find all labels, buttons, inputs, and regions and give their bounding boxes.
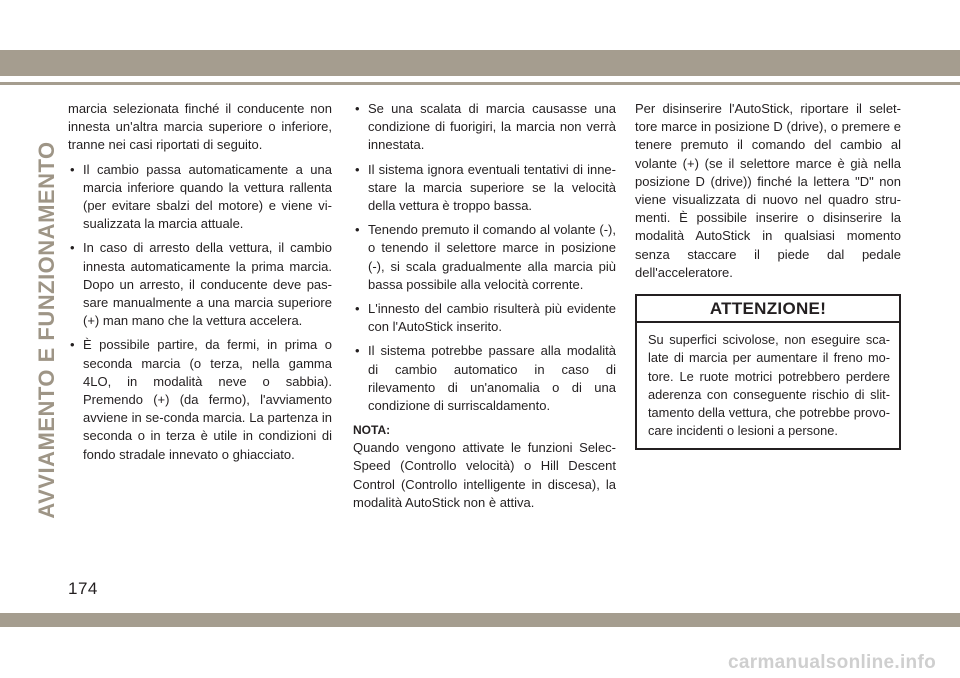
bullet-list-2 bbox=[353, 100, 616, 415]
column-1 bbox=[68, 100, 332, 470]
list-item: • Il sistema ignora eventuali tentativi di inne-stare la marcia superiore se la velocità della vettura è troppo bassa. bbox=[353, 161, 616, 216]
warning-title: ATTENZIONE! bbox=[637, 296, 899, 323]
autostick-paragraph: Per disinserire l'AutoStick, riportare il selet-tore marce in posizione D (drive), o premere e tenere premuto il comando del cambio al volante (+) (se il selettore marce è già nella posizione D (drive)) finché la lettera "D" non viene visualizzata di nuovo nel quadro stru-menti. È possibile inserire o disinserire la modalità AutoStick in qualsiasi momento senza staccare il piede dal pedale dell'acceleratore. bbox=[635, 101, 901, 280]
watermark: carmanualsonline.info bbox=[728, 652, 936, 673]
note-text: Quando vengono attivate le funzioni Selec-Speed (Controllo velocità) o Hill Descent Control (Controllo intelligente in discesa), la modalità AutoStick non è attiva. bbox=[353, 440, 616, 510]
column-2 bbox=[353, 100, 616, 518]
section-title: AVVIAMENTO E FUNZIONAMENTO bbox=[34, 141, 59, 519]
intro-paragraph: marcia selezionata finché il conducente non innesta un'altra marcia superiore o inferiore, tranne nei casi riportati di seguito. bbox=[68, 101, 332, 153]
list-item: • Il sistema potrebbe passare alla modalità di cambio automatico in caso di rilevamento di un'anomalia o di una condizione di surriscaldamento. bbox=[353, 342, 616, 415]
warning-box bbox=[635, 294, 901, 450]
warning-text: Su superfici scivolose, non eseguire sca-late di marcia per aumentare il freno mo-tore. Le ruote motrici potrebbero perdere aderenza con conseguente rischio di slit-tamento della vettura, che potrebbe provo-care incidenti o lesioni a persone. bbox=[648, 332, 890, 439]
header-band bbox=[0, 50, 960, 76]
note-label: NOTA: bbox=[353, 423, 391, 438]
bullet-list-1 bbox=[68, 161, 332, 464]
footer-band bbox=[0, 613, 960, 627]
list-item: • L'innesto del cambio risulterà più evidente con l'AutoStick inserito. bbox=[353, 300, 616, 336]
list-item: • In caso di arresto della vettura, il cambio innesta automaticamente la prima marcia. Dopo un arresto, il conducente deve pas-sare manualmente a una marcia superiore (+) man mano che la vettura accelera. bbox=[68, 239, 332, 330]
header-rule bbox=[0, 82, 960, 85]
list-item: • È possibile partire, da fermi, in prima o seconda marcia (o terza, nella gamma 4LO, in modalità neve o sabbia). Premendo (+) (da fermo), l'avviamento avviene in se-conda marcia. La partenza in seconda o in terza è utile in condizioni di fondo stradale innevato o ghiacciato. bbox=[68, 336, 332, 463]
list-item: • Tenendo premuto il comando al volante (-), o tenendo il selettore marce in posizione (-), si scala gradualmente alla marcia più bassa possibile alla velocità corrente. bbox=[353, 221, 616, 294]
page-number: 174 bbox=[68, 579, 98, 598]
list-item: • Il cambio passa automaticamente a una marcia inferiore quando la vettura rallenta (per evitare sbalzi del motore) e viene vi-sualizzata la marcia attuale. bbox=[68, 161, 332, 234]
column-3 bbox=[635, 100, 901, 450]
list-item: • Se una scalata di marcia causasse una condizione di fuorigiri, la marcia non verrà innestata. bbox=[353, 100, 616, 155]
